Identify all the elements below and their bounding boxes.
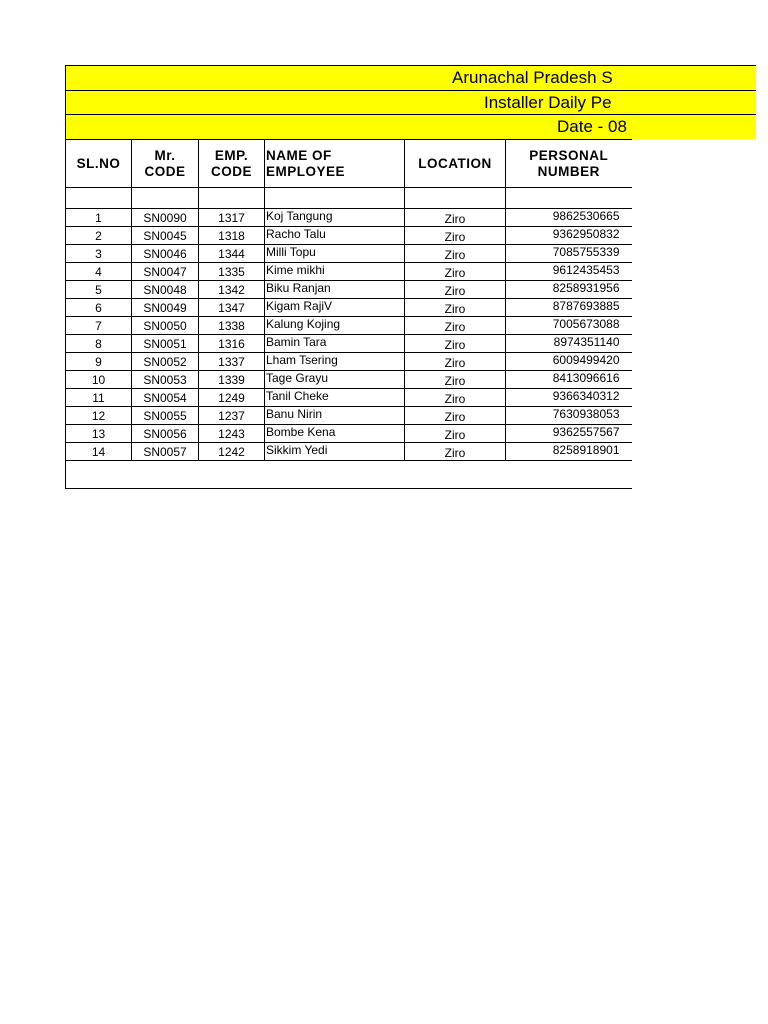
table-row [66, 227, 632, 245]
personal-number-cell: 8258918901 [506, 443, 632, 461]
sl-no-cell: 14 [66, 443, 132, 461]
sl-no-cell: 12 [66, 407, 132, 425]
emp-code-cell: 1243 [199, 425, 265, 443]
location-cell: Ziro [405, 227, 506, 245]
table-row [66, 281, 632, 299]
table-row [66, 263, 632, 281]
employee-table [65, 139, 632, 461]
sl-no-cell: 3 [66, 245, 132, 263]
employee-name-cell: Racho Talu [265, 227, 405, 245]
mr-code-cell: SN0090 [132, 209, 199, 227]
location-cell: Ziro [405, 317, 506, 335]
table-row [66, 407, 632, 425]
table-row [66, 353, 632, 371]
table-row [66, 425, 632, 443]
sl-no-cell: 13 [66, 425, 132, 443]
table-row [66, 299, 632, 317]
employee-name-cell: Kime mikhi [265, 263, 405, 281]
table-row [66, 317, 632, 335]
sl-no-cell: 11 [66, 389, 132, 407]
col-location: LOCATION [405, 140, 506, 188]
emp-code-cell: 1342 [199, 281, 265, 299]
table-row [66, 443, 632, 461]
report-subtitle: Installer Daily Pe [484, 93, 612, 112]
mr-code-cell: SN0047 [132, 263, 199, 281]
emp-code-cell: 1237 [199, 407, 265, 425]
location-cell: Ziro [405, 443, 506, 461]
emp-code-cell: 1318 [199, 227, 265, 245]
mr-code-cell: SN0046 [132, 245, 199, 263]
sl-no-cell: 10 [66, 371, 132, 389]
personal-number-cell: 8787693885 [506, 299, 632, 317]
table-row [66, 389, 632, 407]
col-employee-name: NAME OF EMPLOYEE [265, 140, 405, 188]
sl-no-cell: 4 [66, 263, 132, 281]
employee-name-cell: Tage Grayu [265, 371, 405, 389]
mr-code-cell: SN0056 [132, 425, 199, 443]
col-sl-no: SL.NO [66, 140, 132, 188]
mr-code-cell: SN0049 [132, 299, 199, 317]
emp-code-cell: 1338 [199, 317, 265, 335]
location-cell: Ziro [405, 425, 506, 443]
emp-code-cell: 1249 [199, 389, 265, 407]
report-date: Date - 08 [557, 117, 627, 136]
table-row [66, 209, 632, 227]
personal-number-cell: 9862530665 [506, 209, 632, 227]
personal-number-cell: 7085755339 [506, 245, 632, 263]
employee-name-cell: Lham Tsering [265, 353, 405, 371]
personal-number-cell: 9366340312 [506, 389, 632, 407]
personal-number-cell: 9362950832 [506, 227, 632, 245]
table-row [66, 371, 632, 389]
personal-number-cell: 8974351140 [506, 335, 632, 353]
personal-number-cell: 6009499420 [506, 353, 632, 371]
personal-number-cell: 8413096616 [506, 371, 632, 389]
mr-code-cell: SN0048 [132, 281, 199, 299]
mr-code-cell: SN0052 [132, 353, 199, 371]
location-cell: Ziro [405, 335, 506, 353]
sl-no-cell: 5 [66, 281, 132, 299]
emp-code-cell: 1335 [199, 263, 265, 281]
emp-code-cell: 1339 [199, 371, 265, 389]
location-cell: Ziro [405, 245, 506, 263]
mr-code-cell: SN0045 [132, 227, 199, 245]
location-cell: Ziro [405, 263, 506, 281]
table-header-row [66, 140, 632, 188]
mr-code-cell: SN0050 [132, 317, 199, 335]
mr-code-cell: SN0053 [132, 371, 199, 389]
location-cell: Ziro [405, 209, 506, 227]
location-cell: Ziro [405, 389, 506, 407]
employee-name-cell: Kalung Kojing [265, 317, 405, 335]
sl-no-cell: 7 [66, 317, 132, 335]
personal-number-cell: 7630938053 [506, 407, 632, 425]
employee-name-cell: Tanil Cheke [265, 389, 405, 407]
subtitle-row [65, 90, 756, 115]
employee-name-cell: Sikkim Yedi [265, 443, 405, 461]
personal-number-cell: 8258931956 [506, 281, 632, 299]
col-emp-code: EMP. CODE [199, 140, 265, 188]
employee-name-cell: Koj Tangung [265, 209, 405, 227]
table-row [66, 245, 632, 263]
emp-code-cell: 1347 [199, 299, 265, 317]
mr-code-cell: SN0054 [132, 389, 199, 407]
location-cell: Ziro [405, 281, 506, 299]
blank-row [66, 188, 632, 209]
col-personal-number: PERSONAL NUMBER [506, 140, 632, 188]
mr-code-cell: SN0055 [132, 407, 199, 425]
table-footer-area [65, 465, 632, 489]
sl-no-cell: 1 [66, 209, 132, 227]
title-row [65, 65, 756, 90]
personal-number-cell: 9362557567 [506, 425, 632, 443]
sl-no-cell: 2 [66, 227, 132, 245]
employee-name-cell: Biku Ranjan [265, 281, 405, 299]
employee-name-cell: Banu Nirin [265, 407, 405, 425]
report-title: Arunachal Pradesh S [452, 68, 613, 87]
employee-name-cell: Milli Topu [265, 245, 405, 263]
location-cell: Ziro [405, 299, 506, 317]
table-row [66, 335, 632, 353]
emp-code-cell: 1344 [199, 245, 265, 263]
emp-code-cell: 1337 [199, 353, 265, 371]
sl-no-cell: 9 [66, 353, 132, 371]
sl-no-cell: 8 [66, 335, 132, 353]
sl-no-cell: 6 [66, 299, 132, 317]
personal-number-cell: 7005673088 [506, 317, 632, 335]
employee-name-cell: Bamin Tara [265, 335, 405, 353]
emp-code-cell: 1317 [199, 209, 265, 227]
location-cell: Ziro [405, 353, 506, 371]
location-cell: Ziro [405, 371, 506, 389]
emp-code-cell: 1242 [199, 443, 265, 461]
employee-name-cell: Bombe Kena [265, 425, 405, 443]
col-mr-code: Mr. CODE [132, 140, 199, 188]
date-row [65, 114, 756, 139]
location-cell: Ziro [405, 407, 506, 425]
mr-code-cell: SN0051 [132, 335, 199, 353]
mr-code-cell: SN0057 [132, 443, 199, 461]
personal-number-cell: 9612435453 [506, 263, 632, 281]
emp-code-cell: 1316 [199, 335, 265, 353]
employee-name-cell: Kigam RajiV [265, 299, 405, 317]
